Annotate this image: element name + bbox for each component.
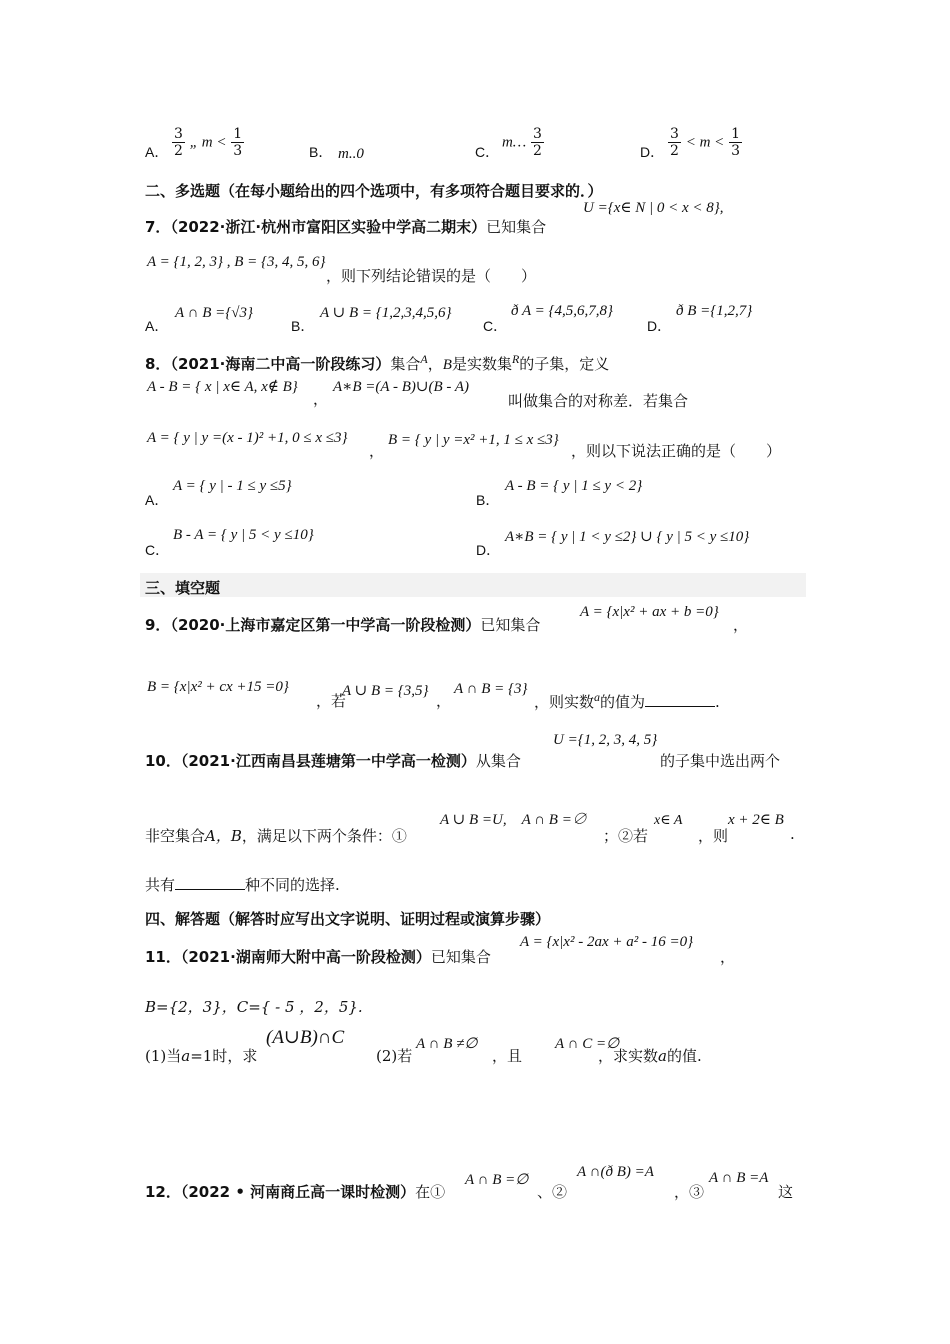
- q8-number: 8．: [145, 355, 171, 373]
- q7-option-b-label: B．: [291, 318, 315, 334]
- q8-option-a-label: A．: [145, 492, 169, 508]
- answer-blank[interactable]: [175, 875, 245, 890]
- q6-option-d-expr: $\frac{3}{2}$ < m < $\frac{1}{3}$: [670, 126, 740, 159]
- q7-number: 7．: [145, 218, 171, 236]
- q8-option-c-expr: B - A = { y | 5 < y ≤10}: [173, 527, 314, 543]
- q11-part-2-expr-2: A ∩ C =∅: [555, 1036, 620, 1052]
- q11-part-1-expr: (A∪B)∩C: [266, 1027, 345, 1048]
- q9-source: （2020·上海市嘉定区第一中学高一阶段检测）: [170, 616, 481, 634]
- q6-option-b-expr: m..0: [338, 146, 364, 162]
- q6-option-b-label: B．: [309, 144, 333, 160]
- q12-condition-2: A ∩(ð B) =A: [577, 1164, 654, 1180]
- q8-definition-tail: 叫做集合的对称差．若集合: [508, 392, 689, 410]
- q8-option-d-expr: A∗B = { y | 1 < y ≤2} ∪ { y | 5 < y ≤10}: [505, 529, 750, 545]
- q10-condition-1: A ∪ B =U, A ∩ B =∅: [440, 812, 587, 828]
- q9-set-a: A = {x|x² + ax + b =0}: [580, 604, 719, 620]
- q8-set-a: A = { y | y =(x - 1)² +1, 0 ≤ x ≤3}: [147, 430, 348, 446]
- q8-symmetric-difference-definition: A∗B =(A - B)∪(B - A): [333, 379, 470, 395]
- q10-number: 10．: [145, 752, 181, 770]
- q12-stem: 12．（2022 • 河南商丘高一课时检测）在①: [145, 1183, 446, 1201]
- fraction: $\frac{3}{2}$: [532, 126, 542, 159]
- q11-part-2-expr-1: A ∩ B ≠∅: [416, 1036, 478, 1052]
- q8-set-b: B = { y | y =x² +1, 1 ≤ x ≤3}: [388, 432, 559, 448]
- q7-option-c-label: C．: [483, 318, 508, 334]
- q10-line-3: 共有 种不同的选择.: [145, 876, 340, 894]
- fraction: $\frac{1}{3}$: [731, 126, 740, 159]
- q11-stem: 11．（2021·湖南师大附中高一阶段检测）已知集合: [145, 948, 491, 966]
- q9-union: A ∪ B = {3,5}: [342, 683, 429, 699]
- q10-universal-set: U ={1, 2, 3, 4, 5}: [553, 732, 658, 748]
- q10-stem: 10．（2021·江西南昌县莲塘第一中学高一检测）从集合: [145, 752, 521, 770]
- q9-tail: ，则实数$^a$的值为 .: [534, 690, 720, 711]
- q11-part-1: (1)当a=1时，求: [145, 1047, 258, 1065]
- q12-source: （2022 • 河南商丘高一课时检测）: [180, 1183, 416, 1201]
- q11-source: （2021·湖南师大附中高一阶段检测）: [180, 948, 431, 966]
- q8-source: （2021·海南二中高一阶段练习）: [170, 355, 391, 373]
- q12-condition-3: A ∩ B =A: [709, 1170, 769, 1186]
- fraction: $\frac{1}{3}$: [233, 126, 243, 159]
- section-heading-fill-in: 三、填空题: [145, 579, 221, 597]
- q9-intersection: A ∩ B = {3}: [454, 681, 528, 697]
- q11-set-a: A = {x|x² - 2ax + a² - 16 =0}: [520, 934, 694, 950]
- q7-option-b-expr: A ∪ B = {1,2,3,4,5,6}: [320, 305, 452, 321]
- q7-option-c-expr: ð A = {4,5,6,7,8}: [511, 303, 613, 319]
- q12-condition-1: A ∩ B =∅: [465, 1172, 529, 1188]
- q6-option-c-label: C．: [475, 144, 500, 160]
- q9-stem: 9．（2020·上海市嘉定区第一中学高一阶段检测）已知集合: [145, 616, 541, 634]
- q6-option-a-label: A．: [145, 144, 169, 160]
- q10-source: （2021·江西南昌县莲塘第一中学高一检测）: [180, 752, 476, 770]
- q7-stem-text: 已知集合: [486, 218, 547, 236]
- q8-difference-definition: A - B = { x | x∈ A, x∉ B}: [147, 379, 298, 395]
- q8-option-b-label: B．: [476, 492, 500, 508]
- section-bar-fill-in: [140, 573, 806, 597]
- q8-option-c-label: C．: [145, 542, 170, 558]
- q7-option-d-label: D．: [647, 318, 672, 334]
- q7-option-a-expr: A ∩ B ={√3}: [175, 305, 253, 321]
- q8-option-b-expr: A - B = { y | 1 ≤ y < 2}: [505, 478, 643, 494]
- q7-source: （2022·浙江·杭州市富阳区实验中学高二期末）: [170, 218, 487, 236]
- q10-line-2: 非空集合A，B，满足以下两个条件：①: [145, 827, 407, 845]
- q7-stem-tail: ，则下列结论错误的是（ ）: [326, 267, 537, 285]
- q7-sets-ab: A = {1, 2, 3} , B = {3, 4, 5, 6}: [147, 254, 326, 270]
- section-heading-multiple-choice: 二、多选题（在每小题给出的四个选项中，有多项符合题目要求的．）: [145, 182, 603, 200]
- q8-stem: 8．（2021·海南二中高一阶段练习）集合$^A$，B是实数集$^R$的子集，定义: [145, 352, 610, 373]
- q8-stem-tail: ，则以下说法正确的是（ ）: [571, 442, 782, 460]
- q8-option-a-expr: A = { y | - 1 ≤ y ≤5}: [173, 478, 292, 494]
- section-heading-solutions: 四、解答题（解答时应写出文字说明、证明过程或演算步骤）: [145, 910, 551, 928]
- q7-option-a-label: A．: [145, 318, 169, 334]
- answer-blank[interactable]: [645, 692, 715, 707]
- q9-set-b: B = {x|x² + cx +15 =0}: [147, 679, 289, 695]
- fraction: $\frac{3}{2}$: [174, 126, 183, 159]
- q11-number: 11．: [145, 948, 181, 966]
- q6-option-c-expr: m… $\frac{3}{2}$: [502, 126, 542, 159]
- q10-x-in-a: x∈ A: [654, 813, 683, 828]
- q7-stem: [145, 216, 546, 237]
- fraction: $\frac{3}{2}$: [670, 126, 679, 159]
- q6-option-d-label: D．: [640, 144, 665, 160]
- q10-stem-tail: 的子集中选出两个: [660, 752, 781, 770]
- q7-option-d-expr: ð B ={1,2,7}: [676, 303, 753, 319]
- q11-sets-bc: B={2，3}，C={ - 5 ，2，5}.: [145, 998, 363, 1016]
- q8-option-d-label: D．: [476, 542, 501, 558]
- q7-universal-set: U ={x∈ N | 0 < x < 8},: [583, 200, 724, 216]
- q11-part-2-tail: ，求实数a的值.: [598, 1047, 702, 1065]
- q9-number: 9．: [145, 616, 171, 634]
- q6-option-a-expr: $\frac{3}{2}$ „ m < $\frac{1}{3}$: [174, 126, 243, 159]
- q10-x-plus-2-in-b: x + 2∈ B: [728, 812, 784, 828]
- q12-number: 12．: [145, 1183, 181, 1201]
